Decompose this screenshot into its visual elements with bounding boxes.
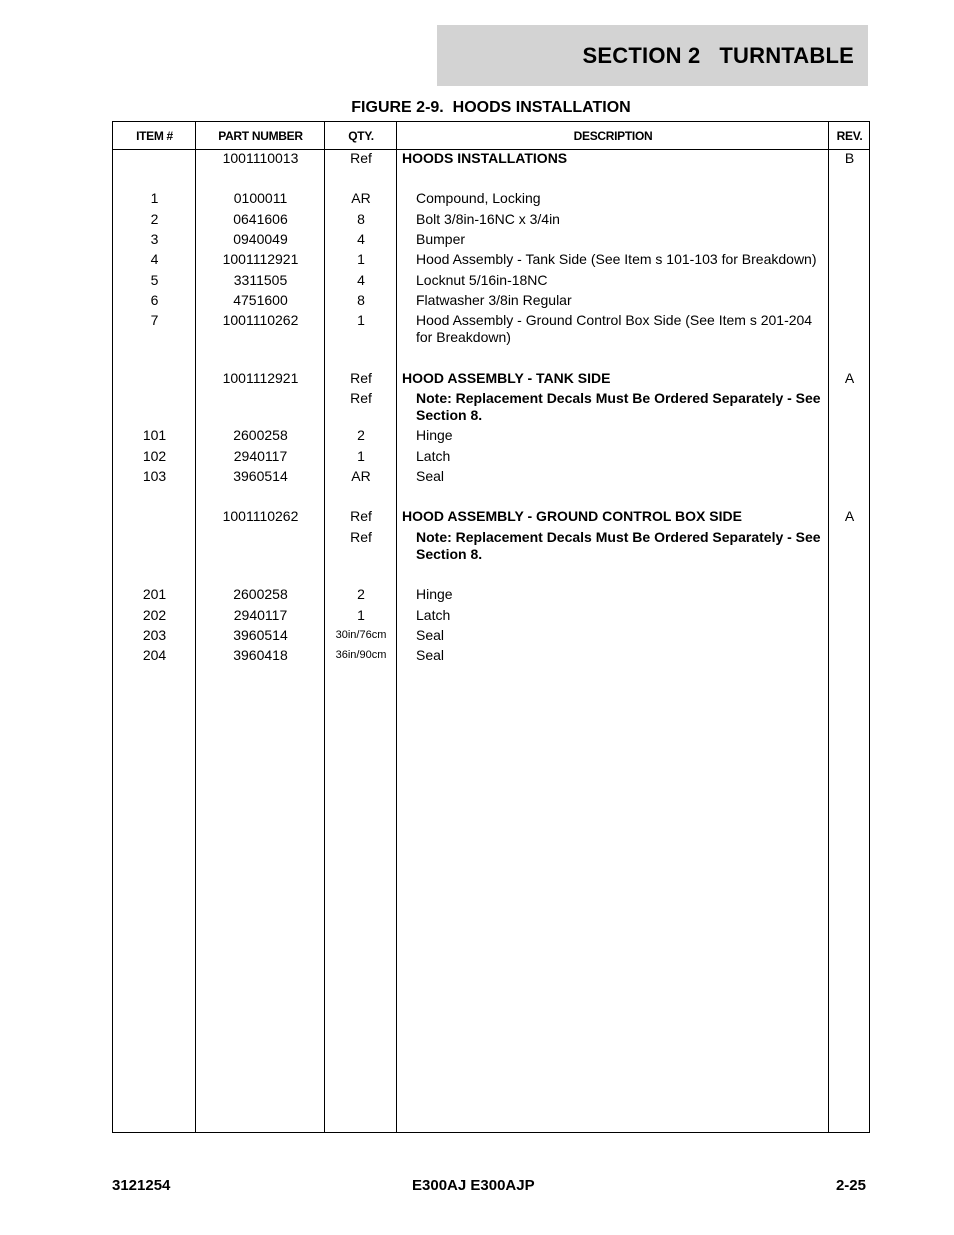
- quantity-cell: 8: [357, 211, 365, 227]
- item-number-cell: 6: [150, 292, 159, 308]
- column-header-part-number: PART NUMBER: [218, 128, 303, 143]
- part-number-cell: 1001112921: [222, 251, 299, 267]
- item-number-cell: 201: [142, 586, 167, 602]
- revision-cell: B: [844, 150, 855, 166]
- column-header-qty: QTY.: [348, 128, 374, 143]
- column-header-rev: REV.: [836, 128, 863, 143]
- description-cell: HOOD ASSEMBLY - GROUND CONTROL BOX SIDE: [402, 508, 742, 524]
- part-number-cell: 1001110262: [222, 312, 299, 328]
- quantity-cell: 1: [357, 312, 365, 328]
- revision-cell: A: [844, 370, 855, 386]
- quantity-cell: 36in/90cm: [335, 649, 387, 661]
- item-number-cell: 4: [150, 251, 159, 267]
- footer-model: E300AJ E300AJP: [412, 1177, 535, 1194]
- quantity-cell: AR: [351, 468, 371, 484]
- description-cell: Hinge: [416, 427, 453, 443]
- item-number-cell: 101: [142, 427, 167, 443]
- quantity-cell: Ref: [350, 529, 372, 545]
- figure-title: FIGURE 2-9. HOODS INSTALLATION: [351, 99, 631, 116]
- description-cell: Seal: [416, 468, 445, 484]
- item-number-cell: 5: [150, 272, 159, 288]
- description-cell: Latch: [416, 448, 451, 464]
- column-header-description: DESCRIPTION: [573, 128, 653, 143]
- quantity-cell: Ref: [350, 370, 372, 386]
- quantity-cell: 4: [357, 231, 365, 247]
- description-cell: Bumper: [416, 231, 466, 247]
- part-number-cell: 3960514: [233, 627, 288, 643]
- part-number-cell: 1001110013: [222, 150, 299, 166]
- item-number-cell: 202: [142, 607, 167, 623]
- quantity-cell: 1: [357, 607, 365, 623]
- quantity-cell: 1: [357, 251, 365, 267]
- description-cell: Seal: [416, 647, 445, 663]
- description-cell: Seal: [416, 627, 445, 643]
- item-number-cell: 3: [150, 231, 159, 247]
- item-number-cell: 2: [150, 211, 159, 227]
- item-number-cell: 204: [142, 647, 167, 663]
- description-cell: Locknut 5/16in-18NC: [416, 272, 548, 288]
- description-cell: Note: Replacement Decals Must Be Ordered Separately - See Section 8.: [416, 529, 821, 562]
- section-header: [437, 25, 868, 86]
- description-cell: Note: Replacement Decals Must Be Ordered Separately - See Section 8.: [416, 390, 821, 423]
- quantity-cell: Ref: [350, 508, 372, 524]
- part-number-cell: 3960418: [233, 647, 288, 663]
- description-cell: Bolt 3/8in-16NC x 3/4in: [416, 211, 560, 227]
- quantity-cell: Ref: [350, 150, 372, 166]
- part-number-cell: 4751600: [233, 292, 288, 308]
- part-number-cell: 1001110262: [222, 508, 299, 524]
- part-number-cell: 2600258: [233, 586, 288, 602]
- quantity-cell: 8: [357, 292, 365, 308]
- description-cell: Hood Assembly - Tank Side (See Item s 101-103 for Breakdown): [416, 251, 817, 267]
- part-number-cell: 0100011: [233, 190, 288, 206]
- parts-table: [112, 121, 870, 1133]
- quantity-cell: 30in/76cm: [335, 629, 387, 641]
- part-number-cell: 0641606: [233, 211, 288, 227]
- item-number-cell: 102: [142, 448, 167, 464]
- description-cell: Hinge: [416, 586, 453, 602]
- part-number-cell: 2940117: [233, 448, 288, 464]
- footer-page-number: 2-25: [835, 1177, 866, 1194]
- description-cell: Compound, Locking: [416, 190, 541, 206]
- section-title: SECTION 2 TURNTABLE: [582, 42, 854, 68]
- quantity-cell: AR: [351, 190, 371, 206]
- part-number-cell: 2600258: [233, 427, 288, 443]
- quantity-cell: 4: [357, 272, 365, 288]
- part-number-cell: 3311505: [233, 272, 288, 288]
- footer-doc-number: 3121254: [112, 1177, 171, 1194]
- description-cell: Flatwasher 3/8in Regular: [416, 292, 572, 308]
- description-cell: Latch: [416, 607, 451, 623]
- part-number-cell: 0940049: [233, 231, 288, 247]
- quantity-cell: 2: [357, 586, 365, 602]
- part-number-cell: 3960514: [233, 468, 288, 484]
- description-cell: HOOD ASSEMBLY - TANK SIDE: [402, 370, 611, 386]
- part-number-cell: 2940117: [233, 607, 288, 623]
- description-cell: Hood Assembly - Ground Control Box Side (See Item s 201-204 for Breakdown): [416, 312, 813, 345]
- item-number-cell: 103: [142, 468, 167, 484]
- quantity-cell: 2: [357, 427, 365, 443]
- column-header-item: ITEM #: [136, 128, 173, 143]
- part-number-cell: 1001112921: [222, 370, 299, 386]
- description-cell: HOODS INSTALLATIONS: [402, 150, 568, 166]
- item-number-cell: 1: [150, 190, 159, 206]
- item-number-cell: 203: [142, 627, 167, 643]
- quantity-cell: 1: [357, 448, 365, 464]
- item-number-cell: 7: [150, 312, 159, 328]
- revision-cell: A: [844, 508, 855, 524]
- quantity-cell: Ref: [350, 390, 372, 406]
